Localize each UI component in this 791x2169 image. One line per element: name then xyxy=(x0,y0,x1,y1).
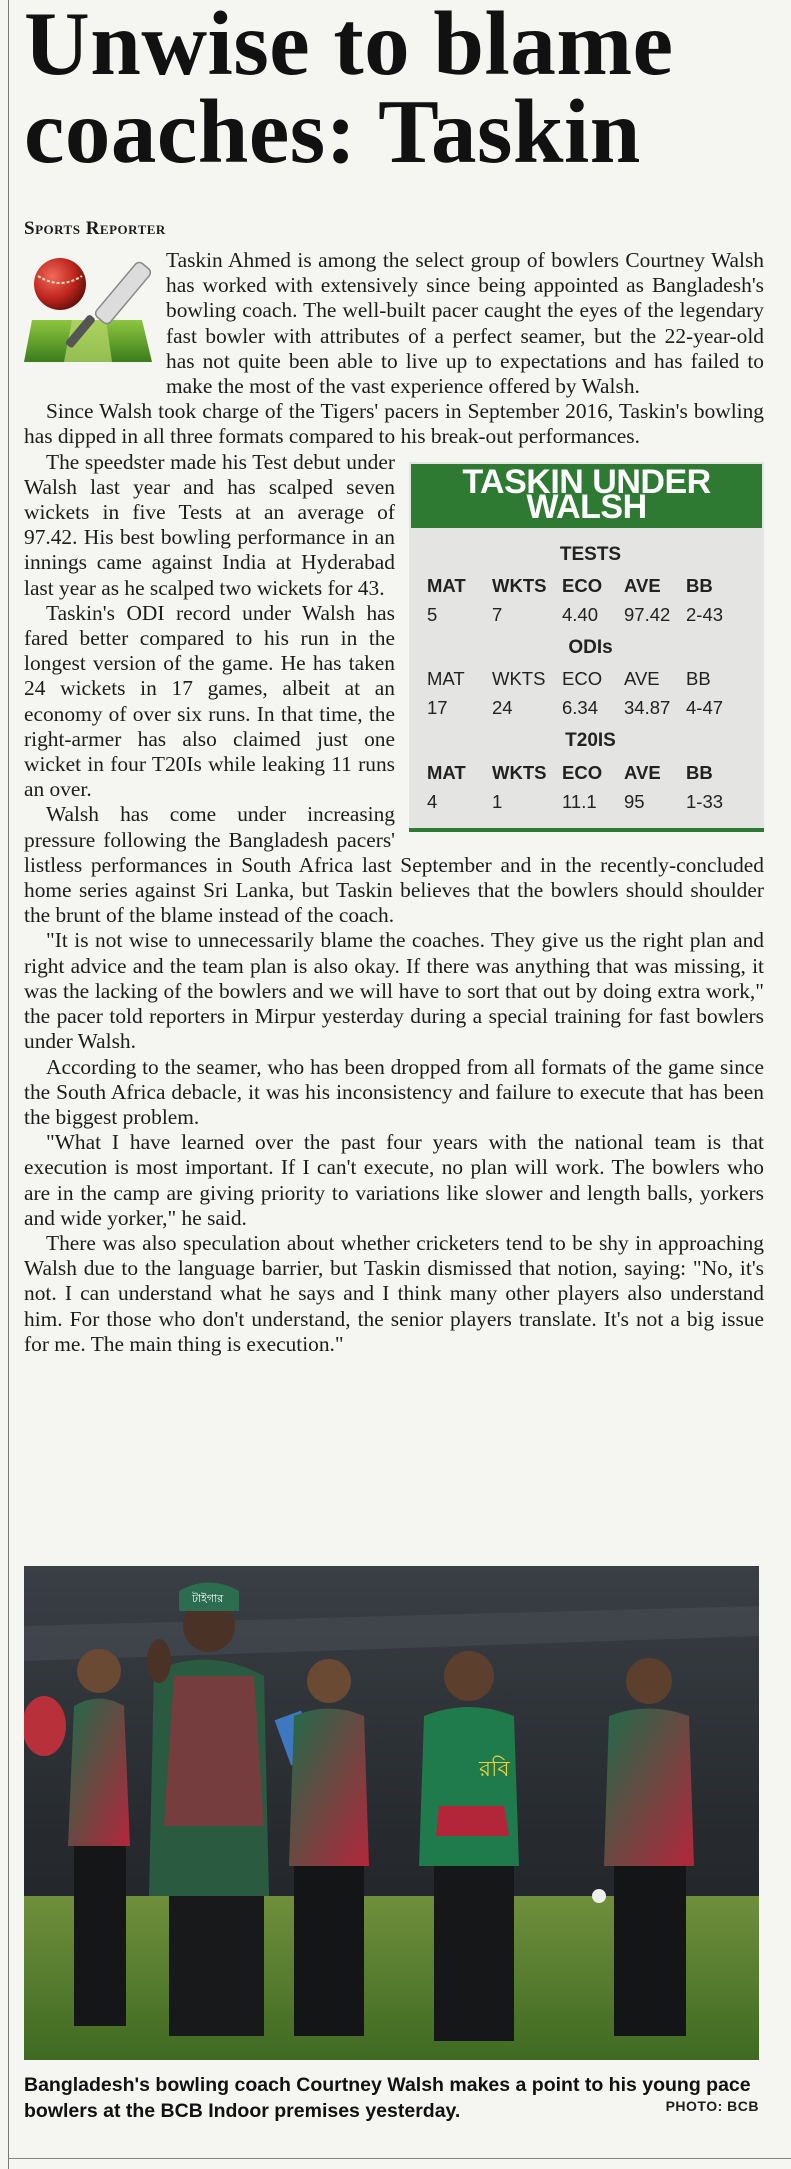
paragraph-8: "What I have learned over the past four years with the national team is that execution is most important. If I can't execute, no plan will work. The bowlers who are in the camp are giving priority to variations like slower and length balls, yorkers and wide yorker," he said. xyxy=(24,1130,764,1230)
paragraph-1: Taskin Ahmed is among the select group of bowlers Courtney Walsh has worked with extensively since being appointed as Bangladesh's bowling coach. The well-built pacer caught the eyes of the legendary fast bowler with attributes of a perfect seamer, but the 22-year-old has not quite been able to live up to expectations and has failed to make the most of the vast experience offered by Walsh. xyxy=(166,248,764,399)
col-eco: ECO xyxy=(562,575,603,597)
stat-value: 2-43 xyxy=(686,604,724,626)
stat-value: 4-47 xyxy=(686,697,724,719)
photo-credit: PHOTO: BCB xyxy=(665,2098,759,2114)
byline: Sports Reporter xyxy=(24,218,166,239)
col-eco: ECO xyxy=(562,668,603,690)
paragraph-7: According to the seamer, who has been dropped from all formats of the game since the South Africa debacle, it was his inconsistency and failure to execute that has been the biggest problem. xyxy=(24,1054,764,1129)
col-wkts: WKTS xyxy=(492,761,547,783)
paragraph-2: Since Walsh took charge of the Tigers' pacers in September 2016, Taskin's bowling has dipped in all three formats compared to his break-out performances. xyxy=(24,399,764,449)
stat-value: 97.42 xyxy=(624,604,671,626)
training-photo xyxy=(24,1566,759,2060)
headline: Unwise to blame coaches: Taskin xyxy=(24,0,674,182)
stats-header-row xyxy=(427,758,754,787)
stat-value: 11.1 xyxy=(562,790,597,812)
stat-value: 7 xyxy=(492,604,503,626)
section-t20is: T20IS xyxy=(565,730,616,752)
col-mat: MAT xyxy=(427,668,465,690)
col-mat: MAT xyxy=(427,761,466,783)
col-ave: AVE xyxy=(624,575,661,597)
paragraph-3: The speedster made his Test debut under Walsh last year and has scalped seven wickets in five Tests at an average of 97.42. His best bowling performance in an innings came against India at Hyderabad last year as he scalped two wickets for 43. xyxy=(24,449,395,600)
section-tests: TESTS xyxy=(559,544,622,566)
stats-box-title: TASKIN UNDER WALSH xyxy=(409,462,764,528)
stats-header-row xyxy=(427,664,754,693)
col-bb: BB xyxy=(686,668,711,690)
col-wkts: WKTS xyxy=(492,668,546,690)
bottom-rule xyxy=(8,2158,791,2159)
photo-caption: Bangladesh's bowling coach Courtney Walsh makes a point to his young pace bowlers at the BCB Indoor premises yesterday. xyxy=(24,2074,751,2122)
stat-value: 6.34 xyxy=(562,697,599,719)
stat-value: 34.87 xyxy=(624,697,671,719)
paragraph-5: Walsh has come under increasing pressure following the Bangladesh pacers' listless performances in South Africa last September and in the recently-concluded home series against Sri Lanka, but Taskin believes that the bowlers should shoulder the brunt of the blame instead of the coach. xyxy=(24,802,764,928)
stat-value: 4.40 xyxy=(562,604,599,626)
left-column-rule xyxy=(8,0,9,2169)
stat-value: 4 xyxy=(427,790,438,812)
paragraph-9: There was also speculation about whether cricketers tend to be shy in approaching Walsh due to the language barrier, but Taskin dismissed that notion, saying: "No, it's not. I can understand what he says and I think many other players also understand him. For those who don't understand, the senior players translate. It's not a big issue for me. The main thing is execution." xyxy=(24,1230,764,1356)
stats-row-tests xyxy=(427,600,754,629)
cricket-section-icon xyxy=(24,250,154,372)
stats-box xyxy=(409,462,764,832)
stat-value: 1 xyxy=(492,790,503,812)
section-odis: ODIs xyxy=(568,637,613,659)
col-eco: ECO xyxy=(562,761,603,783)
stats-header-row xyxy=(427,571,754,600)
jersey-sponsor-text: রবি xyxy=(479,1757,510,1782)
cap-text: টাইগার xyxy=(192,1592,224,1605)
col-wkts: WKTS xyxy=(492,575,547,597)
article-body xyxy=(24,248,764,1357)
stat-value: 5 xyxy=(427,604,438,626)
stat-value: 1-33 xyxy=(686,790,724,812)
paragraph-4: Taskin's ODI record under Walsh has fared better compared to his run in the longest version of the game. He has taken 24 wickets in 17 games, albeit at an economy of over six runs. In that time, the right-armer has also claimed just one wicket in four T20Is while leaking 11 runs an over. xyxy=(24,600,395,802)
stat-value: 95 xyxy=(624,790,645,812)
stats-row-t20is xyxy=(427,787,754,816)
col-ave: AVE xyxy=(624,761,661,783)
col-ave: AVE xyxy=(624,668,660,690)
stat-value: 24 xyxy=(492,697,513,719)
paragraph-6: "It is not wise to unnecessarily blame the coaches. They give us the right plan and right advice and the team plan is also okay. If there was anything that was missing, it was the lacking of the bowlers and we will have to sort that out by doing extra work," the pacer told reporters in Mirpur yesterday during a special training for fast bowlers under Walsh. xyxy=(24,928,764,1054)
col-bb: BB xyxy=(686,575,713,597)
stats-row-odis xyxy=(427,693,754,722)
stat-value: 17 xyxy=(427,697,448,719)
col-bb: BB xyxy=(686,761,713,783)
col-mat: MAT xyxy=(427,575,466,597)
